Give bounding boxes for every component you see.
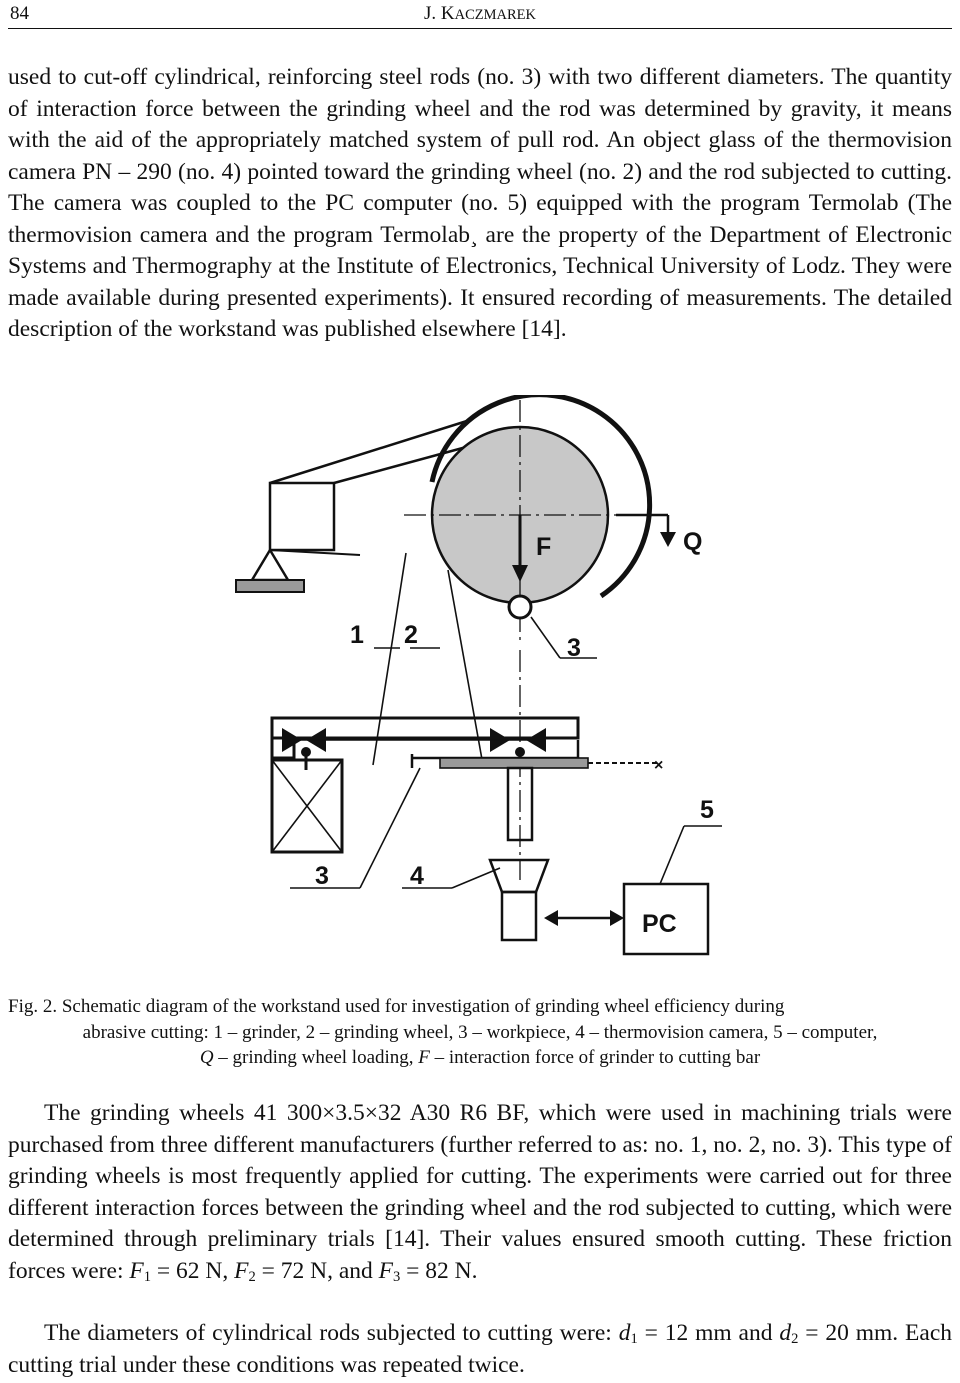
data-link-arrow-left (544, 910, 558, 926)
force-3-value: = 82 N. (400, 1257, 478, 1284)
leader-4 (452, 868, 500, 888)
svg-text:×: × (654, 757, 664, 774)
caption-line-3 (8, 1045, 952, 1071)
diameter-2-value: = 20 mm. Each cutting trial under these conditions was repeated twice. (8, 1320, 952, 1378)
weight-box (270, 483, 334, 550)
caption-q-symbol: Q (199, 1047, 214, 1068)
force-1-symbol: F (129, 1257, 144, 1284)
label-5: 5 (700, 796, 714, 824)
label-F: F (536, 533, 552, 561)
diameter-1-value: = 12 mm and (637, 1320, 780, 1346)
caption-q-text: – grinding wheel loading, (213, 1047, 419, 1068)
page-number: 84 (10, 3, 29, 24)
leader-1 (373, 553, 406, 765)
force-1-subscript: 1 (143, 1268, 151, 1285)
force-2-subscript: 2 (248, 1268, 256, 1285)
caption-line-1: Fig. 2. Schematic diagram of the workstand used for investigation of grinding wheel efficiency during (8, 996, 785, 1017)
force-1-value: = 62 N, (151, 1257, 235, 1284)
force-2-value: = 72 N, and (255, 1257, 379, 1284)
label-Q: Q (683, 528, 703, 556)
caption-f-symbol: F (418, 1047, 430, 1068)
load-arrow-head (660, 532, 676, 547)
diameter-2-symbol: d (779, 1320, 792, 1346)
hanger-base (236, 580, 304, 592)
data-link-arrow-right (610, 910, 624, 926)
label-1: 1 (350, 621, 364, 649)
paragraph-2 (8, 1098, 952, 1287)
workstand-diagram (0, 395, 960, 995)
label-pc: PC (642, 910, 677, 938)
workstand-svg (0, 395, 960, 995)
paragraph-3-text: The diameters of cylindrical rods subjected to cutting were: (44, 1320, 619, 1346)
caption-line-2: abrasive cutting: 1 – grinder, 2 – grinding wheel, 3 – workpiece, 4 – thermovision camera, 5 – computer, (82, 1021, 878, 1043)
label-2: 2 (404, 621, 418, 649)
paragraph-3 (8, 1318, 952, 1381)
diameter-1-symbol: d (618, 1320, 631, 1346)
force-3-symbol: F (378, 1257, 394, 1284)
hanger-triangle (252, 550, 288, 580)
label-3-top: 3 (567, 634, 581, 662)
diameter-1-subscript: 1 (630, 1331, 638, 1347)
page-header (8, 0, 952, 29)
diameter-2-subscript: 2 (791, 1331, 799, 1347)
label-4: 4 (410, 862, 424, 890)
label-3-bottom: 3 (315, 862, 329, 890)
bearing-left-a (282, 728, 302, 752)
thermovision-camera (490, 860, 548, 940)
cutting-rod (440, 758, 588, 768)
leader-5 (660, 826, 684, 884)
paragraph-1: used to cut-off cylindrical, reinforcing steel rods (no. 3) with two different diameters. The quantity of interaction force between the grinding wheel and the rod was determined by gravity, it means with the aid of the appropriately matched system of pull rod. An object glass of the thermovision camera PN – 290 (no. 4) pointed toward the grinding wheel (no. 2) and the rod subjected to cutting. The camera was coupled to the PC computer (no. 5) equipped with the program Termolab (The thermovision camera and the program Termolab¸ are the property of the Department of Electronic Systems and Thermography at the Institute of Electronics, Technical University of Lodz. They were made available during presented experiments). It ensured recording of measurements. The detailed description of the workstand was published elsewhere [14]. (8, 64, 952, 342)
paragraph-2-text: The grinding wheels 41 300×3.5×32 A30 R6 BF, which were used in machining trials were purchased from three different manufacturers (further referred to as: no. 1, no. 2, no. 3). This type of grinding wheels is most frequently applied for cutting. The experiments were carried out for three different interaction forces between the grinding wheel and the rod subjected to cutting, which were determined through preliminary trials [14]. Their values ensured smooth cutting. These friction forces were: (8, 1100, 952, 1284)
figure-caption (8, 994, 952, 1071)
leader-3-top (531, 617, 560, 658)
caption-f-text: – interaction force of grinder to cutting bar (429, 1047, 761, 1068)
leader-2 (448, 570, 483, 765)
force-2-symbol: F (234, 1257, 249, 1284)
author-initial: J. K (424, 3, 455, 24)
author-surname: ACZMAREK (454, 7, 536, 23)
running-head (8, 3, 952, 25)
workpiece (509, 596, 531, 618)
force-3-subscript: 3 (393, 1268, 401, 1285)
